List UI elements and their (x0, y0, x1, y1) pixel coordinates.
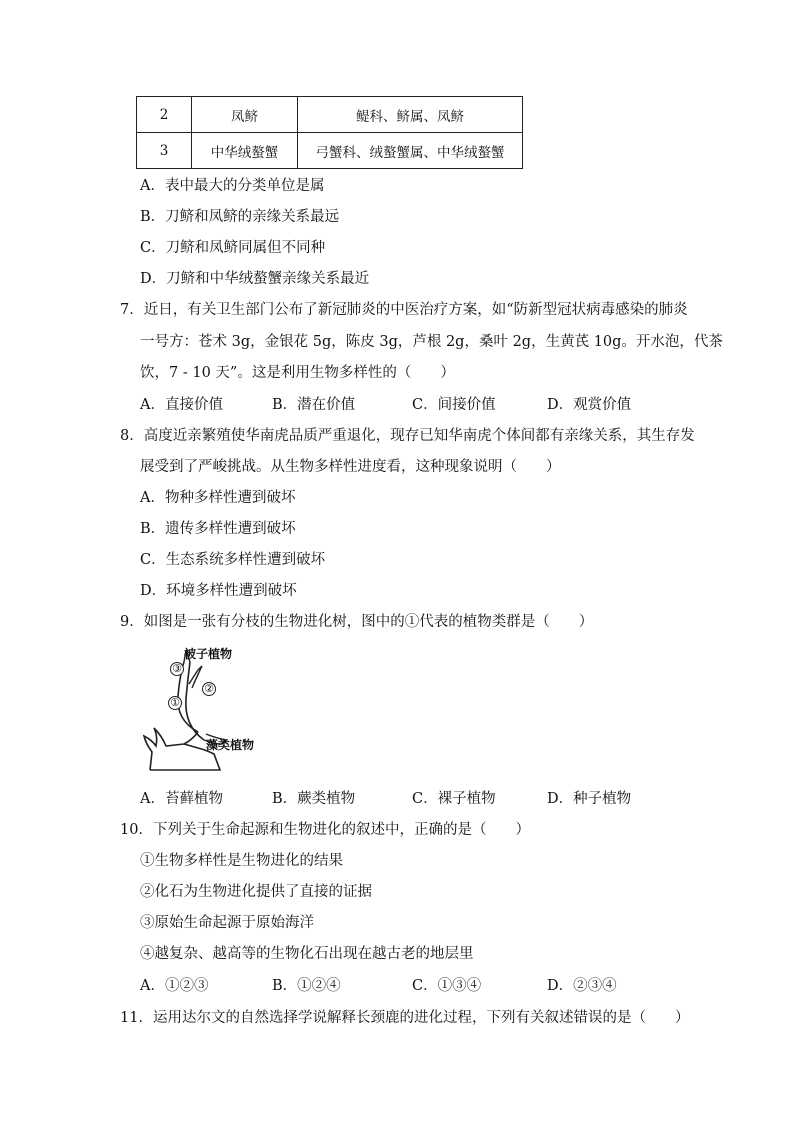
q10-option-a[interactable]: A．①②③ (140, 978, 209, 994)
table-cell-classification: 鳀科、鲚属、凤鲚 (298, 97, 523, 133)
q10-statement-2: ②化石为生物进化提供了直接的证据 (140, 884, 372, 900)
q9-option-c[interactable]: C．裸子植物 (412, 791, 496, 807)
figure-mark-3: ③ (170, 662, 184, 676)
q7-option-d[interactable]: D．观赏价值 (547, 397, 632, 413)
table-cell-number: 2 (137, 97, 192, 133)
evolution-tree-figure (140, 640, 280, 780)
table-cell-classification: 弓蟹科、绒螯蟹属、中华绒螯蟹 (298, 133, 523, 169)
q7-option-a[interactable]: A．直接价值 (140, 397, 223, 413)
q10-option-d[interactable]: D．②③④ (547, 978, 617, 994)
table-row (137, 97, 523, 133)
q7-stem-line-1: 7．近日，有关卫生部门公布了新冠肺炎的中医治疗方案，如“防新型冠状病毒感染的肺炎 (120, 302, 688, 318)
table-cell-name: 中华绒螯蟹 (192, 133, 298, 169)
q10-option-b[interactable]: B．①②④ (272, 978, 341, 994)
q10-statement-3: ③原始生命起源于原始海洋 (140, 915, 314, 931)
q6-option-d[interactable]: D．刀鲚和中华绒螯蟹亲缘关系最近 (140, 271, 370, 287)
q6-option-b[interactable]: B．刀鲚和凤鲚的亲缘关系最远 (140, 209, 340, 225)
q10-option-c[interactable]: C．①③④ (412, 978, 482, 994)
q10-stem-line-1: 10．下列关于生命起源和生物进化的叙述中，正确的是（ ） (120, 822, 530, 838)
table-cell-name: 凤鲚 (192, 97, 298, 133)
q8-option-d[interactable]: D．环境多样性遭到破坏 (140, 583, 297, 599)
q7-stem-line-3: 饮，7 - 10 天”。这是利用生物多样性的（ ） (140, 365, 455, 381)
q9-option-a[interactable]: A．苔藓植物 (140, 791, 223, 807)
q7-stem-line-2: 一号方：苍术 3g，金银花 5g，陈皮 3g，芦根 2g，桑叶 2g，生黄芪 10g。开水泡，代茶 (140, 334, 723, 350)
figure-mark-1: ① (168, 696, 182, 710)
q9-stem-line-1: 9．如图是一张有分枝的生物进化树，图中的①代表的植物类群是（ ） (120, 614, 594, 630)
q8-option-a[interactable]: A．物种多样性遭到破坏 (140, 490, 296, 506)
q6-option-a[interactable]: A．表中最大的分类单位是属 (140, 178, 325, 194)
q9-option-b[interactable]: B．蕨类植物 (272, 791, 356, 807)
figure-label-angiosperm: 被子植物 (184, 647, 233, 661)
q9-option-d[interactable]: D．种子植物 (547, 791, 632, 807)
figure-mark-2: ② (202, 682, 216, 696)
q8-option-b[interactable]: B．遗传多样性遭到破坏 (140, 521, 296, 537)
q7-option-c[interactable]: C．间接价值 (412, 397, 496, 413)
q10-statement-1: ①生物多样性是生物进化的结果 (140, 853, 343, 869)
table-cell-number: 3 (137, 133, 192, 169)
table-row (137, 133, 523, 169)
figure-label-algae: 藻类植物 (206, 738, 255, 752)
q11-stem-line-1: 11．运用达尔文的自然选择学说解释长颈鹿的进化过程，下列有关叙述错误的是（ ） (120, 1010, 690, 1026)
q8-stem-line-2: 展受到了严峻挑战。从生物多样性进度看，这种现象说明（ ） (140, 459, 561, 475)
classification-table (136, 96, 523, 169)
q6-option-c[interactable]: C．刀鲚和凤鲚同属但不同种 (140, 240, 326, 256)
q8-stem-line-1: 8．高度近亲繁殖使华南虎品质严重退化，现存已知华南虎个体间都有亲缘关系，其生存发 (120, 428, 695, 444)
q8-option-c[interactable]: C．生态系统多样性遭到破坏 (140, 552, 326, 568)
q10-statement-4: ④越复杂、越高等的生物化石出现在越古老的地层里 (140, 946, 474, 962)
q7-option-b[interactable]: B．潜在价值 (272, 397, 356, 413)
